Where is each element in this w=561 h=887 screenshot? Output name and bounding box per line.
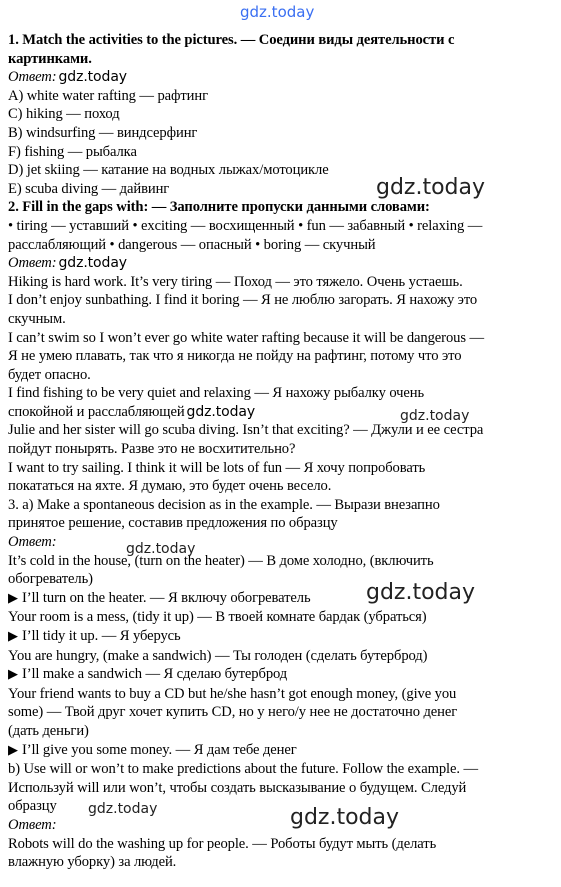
line-text: B) windsurfing — виндсерфинг xyxy=(8,124,198,141)
line-text: It’s cold in the house, (turn on the heater) — В доме холодно, (включить xyxy=(8,552,434,569)
text-line xyxy=(8,291,556,310)
line-text: покататься на яхте. Я думаю, это будет очень весело. xyxy=(8,478,332,495)
text-line xyxy=(8,514,556,533)
line-text: Hiking is hard work. It’s very tiring — Поход — это тяжело. Очень устаешь. xyxy=(8,273,463,290)
text-line xyxy=(8,143,556,162)
line-text: образцу xyxy=(8,798,57,815)
line-text: C) hiking — поход xyxy=(8,106,120,123)
line-text: Ответ: xyxy=(8,255,57,272)
text-line xyxy=(8,760,556,779)
line-text: I’ll tidy it up. — Я уберусь xyxy=(21,628,181,644)
line-text: some) — Твой друг хочет купить CD, но у него/у нее не достаточно денег xyxy=(8,704,458,721)
text-line xyxy=(8,853,556,872)
line-text: I’ll turn on the heater. — Я включу обогреватель xyxy=(21,589,311,606)
watermark: gdz.today xyxy=(58,255,127,272)
watermark-top: gdz.today xyxy=(240,3,315,21)
text-line xyxy=(8,533,556,552)
text-line xyxy=(8,665,556,685)
line-text: A) white water rafting — рафтинг xyxy=(8,87,208,104)
text-line xyxy=(8,31,556,50)
line-text: D) jet skiing — катание на водных лыжах/мотоцикле xyxy=(8,162,329,179)
watermark: gdz.today xyxy=(88,801,158,817)
text-line xyxy=(8,552,556,571)
text-line xyxy=(8,236,556,255)
line-text: You are hungry, (make a sandwich) — Ты голоден (сделать бутерброд) xyxy=(8,647,428,664)
line-text: b) Use will or won’t to make predictions about the future. Follow the example. — xyxy=(8,761,478,778)
text-line xyxy=(8,68,556,87)
line-text: I don’t enjoy sunbathing. I find it boring — Я не люблю загорать. Я нахожу это xyxy=(8,292,478,309)
text-line xyxy=(8,50,556,69)
line-text: 1. Match the activities to the pictures. — Соедини виды деятельности с xyxy=(8,32,455,48)
text-line xyxy=(8,685,556,704)
text-line xyxy=(8,722,556,741)
line-text: I’ll make a sandwich — Я сделаю бутерброд xyxy=(21,666,288,683)
text-line xyxy=(8,835,556,854)
line-text: Используй will или won’t, чтобы создать высказывание о будущем. Следуй xyxy=(8,779,467,796)
line-text: Ответ: xyxy=(8,816,57,833)
text-line xyxy=(8,741,556,761)
line-text: 3. a) Make a spontaneous decision as in the example. — Вырази внезапно xyxy=(8,496,440,513)
line-text: 2. Fill in the gaps with: — Заполните пропуски данными словами: xyxy=(8,199,430,216)
text-line xyxy=(8,608,556,627)
line-text: Your friend wants to buy a CD but he/she hasn’t got enough money, (give you xyxy=(8,685,457,702)
text-line xyxy=(8,198,556,217)
line-text: E) scuba diving — дайвинг xyxy=(8,180,170,197)
line-text: Ответ: xyxy=(8,534,57,551)
text-line xyxy=(8,816,556,835)
text-line xyxy=(8,366,556,385)
line-text: Я не умею плавать, так что я никогда не пойду на рафтинг, потому что это xyxy=(8,348,462,365)
text-line xyxy=(8,217,556,236)
arrow-bullet-icon: ▶ xyxy=(8,629,22,644)
arrow-bullet-icon: ▶ xyxy=(8,590,22,606)
document-body xyxy=(8,31,556,872)
line-text: Robots will do the washing up for people. — Роботы будут мыть (делать xyxy=(8,835,437,852)
text-line xyxy=(8,779,556,798)
watermark: gdz.today xyxy=(58,69,127,86)
line-text: будет опасно. xyxy=(8,366,91,383)
text-line xyxy=(8,477,556,496)
line-text: расслабляющий • dangerous — опасный • boring — скучный xyxy=(8,236,376,253)
line-text: (дать деньги) xyxy=(8,722,89,739)
line-text: I’ll give you some money. — Я дам тебе денег xyxy=(21,741,297,758)
watermark: gdz.today xyxy=(290,805,400,830)
text-line xyxy=(8,384,556,403)
line-text: картинками. xyxy=(8,50,92,67)
line-text: I want to try sailing. I think it will be lots of fun — Я хочу попробовать xyxy=(8,459,426,476)
line-text: скучным. xyxy=(8,310,66,327)
text-line xyxy=(8,329,556,348)
text-line xyxy=(8,87,556,106)
text-line xyxy=(8,703,556,722)
text-line xyxy=(8,273,556,292)
watermark: gdz.today xyxy=(400,408,470,424)
watermark: gdz.today xyxy=(376,175,486,200)
line-text: F) fishing — рыбалка xyxy=(8,143,137,160)
watermark: gdz.today xyxy=(366,580,476,605)
text-line xyxy=(8,347,556,366)
watermark: gdz.today xyxy=(186,403,256,420)
text-line xyxy=(8,647,556,666)
text-line xyxy=(8,459,556,478)
arrow-bullet-icon: ▶ xyxy=(8,667,22,683)
text-line xyxy=(8,105,556,124)
line-text: обогреватель) xyxy=(8,571,93,588)
text-line xyxy=(8,124,556,143)
text-line xyxy=(8,254,556,273)
line-text: Julie and her sister will go scuba diving. Isn’t that exciting? — Джули и ее сестра xyxy=(8,422,484,439)
arrow-bullet-icon: ▶ xyxy=(8,742,22,758)
line-text: Ответ: xyxy=(8,69,57,86)
line-text: Your room is a mess, (tidy it up) — В твоей комнате бардак (убраться) xyxy=(8,609,427,626)
line-text: • tiring — уставший • exciting — восхищенный • fun — забавный • relaxing — xyxy=(8,217,483,234)
text-line xyxy=(8,440,556,459)
line-text: пойдут понырять. Разве это не восхитительно? xyxy=(8,441,296,458)
line-text: влажную уборку) за людей. xyxy=(8,854,177,871)
line-text: I can’t swim so I won’t ever go white water rafting because it will be dangerous — xyxy=(8,329,484,346)
text-line xyxy=(8,627,556,647)
text-line xyxy=(8,496,556,515)
text-line xyxy=(8,310,556,329)
line-text: I find fishing to be very quiet and relaxing — Я нахожу рыбалку очень xyxy=(8,385,425,402)
watermark: gdz.today xyxy=(126,541,196,557)
line-text: спокойной и расслабляющей xyxy=(8,403,185,420)
text-line xyxy=(8,403,556,422)
line-text: принятое решение, составив предложения по образцу xyxy=(8,515,338,532)
text-line xyxy=(8,421,556,440)
